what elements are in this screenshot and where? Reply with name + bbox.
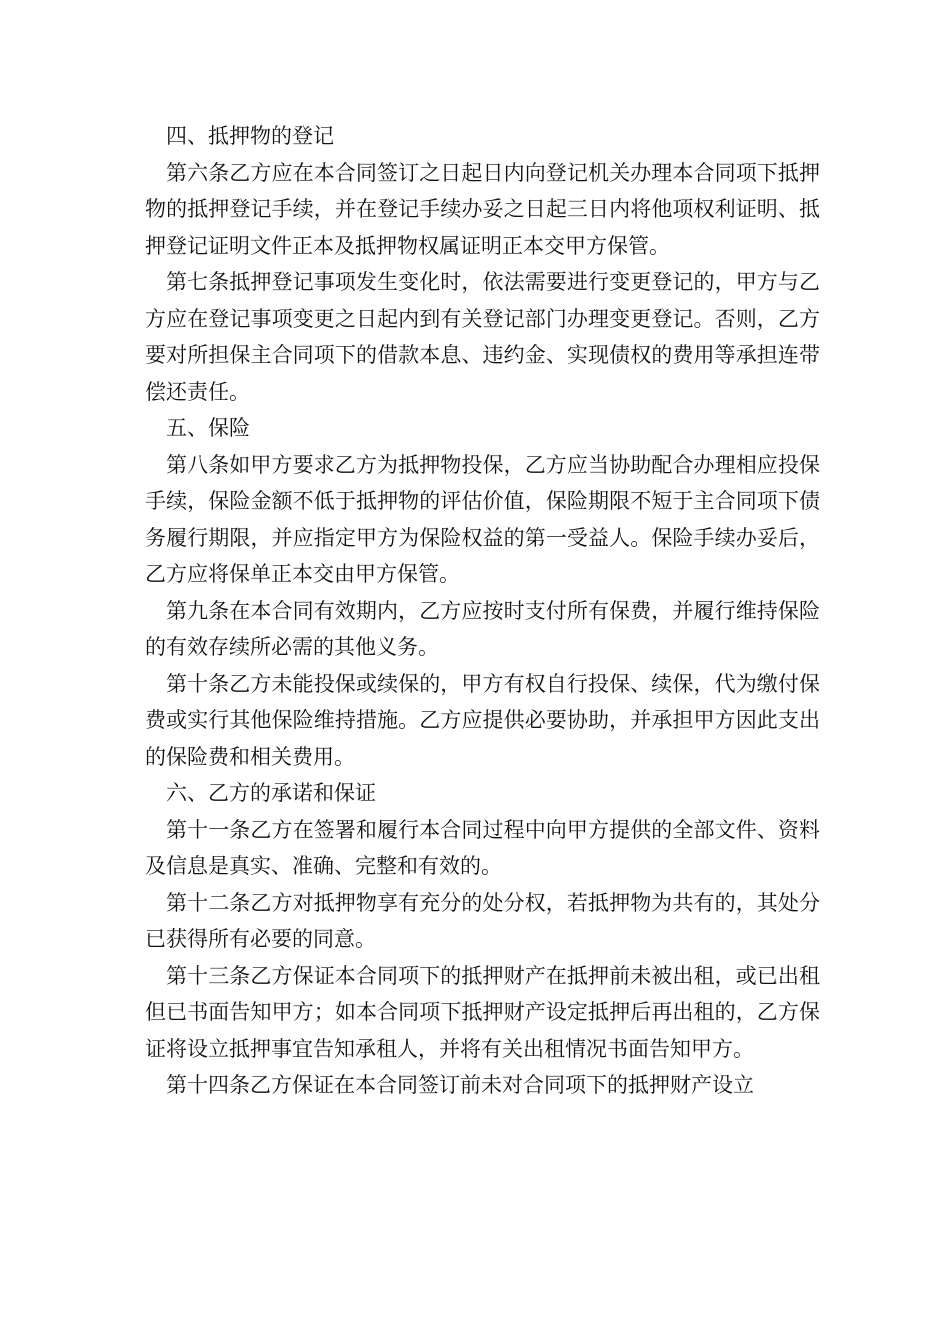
- article-10: 第十条乙方未能投保或续保的，甲方有权自行投保、续保，代为缴付保费或实行其他保险维持措施。乙方应提供必要协助，并承担甲方因此支出的保险费和相关费用。: [145, 671, 820, 769]
- article-13: 第十三条乙方保证本合同项下的抵押财产在抵押前未被出租，或已出租但已书面告知甲方；如本合同项下抵押财产设定抵押后再出租的，乙方保证将设立抵押事宜告知承租人，并将有关出租情况书面告知甲方。: [145, 963, 820, 1061]
- article-11: 第十一条乙方在签署和履行本合同过程中向甲方提供的全部文件、资料及信息是真实、准确、完整和有效的。: [145, 817, 820, 878]
- section-heading-4: 四、抵押物的登记: [166, 124, 334, 148]
- article-7: 第七条抵押登记事项发生变化时，依法需要进行变更登记的，甲方与乙方应在登记事项变更之日起内到有关登记部门办理变更登记。否则，乙方要对所担保主合同项下的借款本息、违约金、实现债权的费用等承担连带偿还责任。: [145, 270, 820, 404]
- article-8: 第八条如甲方要求乙方为抵押物投保，乙方应当协助配合办理相应投保手续，保险金额不低于抵押物的评估价值，保险期限不短于主合同项下债务履行期限，并应指定甲方为保险权益的第一受益人。保险手续办妥后，乙方应将保单正本交由甲方保管。: [145, 452, 820, 586]
- section-heading-5: 五、保险: [166, 416, 250, 440]
- article-14: 第十四条乙方保证在本合同签订前未对合同项下的抵押财产设立: [166, 1073, 754, 1097]
- article-12: 第十二条乙方对抵押物享有充分的处分权，若抵押物为共有的，其处分已获得所有必要的同意。: [145, 890, 820, 951]
- article-9: 第九条在本合同有效期内，乙方应按时支付所有保费，并履行维持保险的有效存续所必需的其他义务。: [145, 598, 820, 659]
- document-body: [145, 118, 820, 1104]
- section-heading-6: 六、乙方的承诺和保证: [166, 781, 376, 805]
- article-6: 第六条乙方应在本合同签订之日起日内向登记机关办理本合同项下抵押物的抵押登记手续，并在登记手续办妥之日起三日内将他项权利证明、抵押登记证明文件正本及抵押物权属证明正本交甲方保管。: [145, 160, 820, 258]
